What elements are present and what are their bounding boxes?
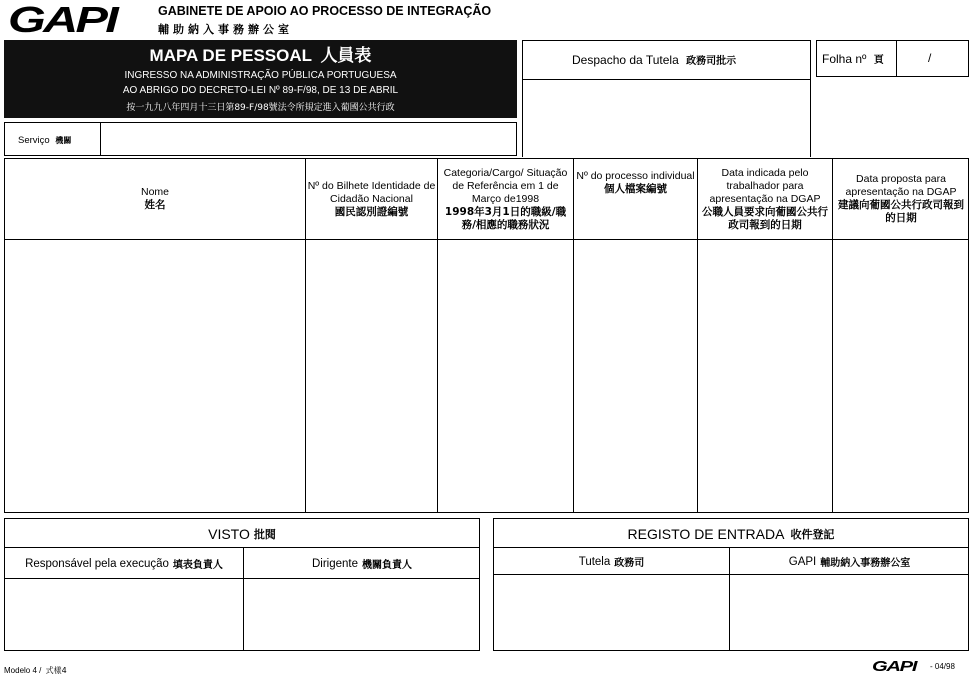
registo-tutela-header: Tutela 政務司 bbox=[578, 555, 645, 569]
folha-value[interactable]: / bbox=[928, 51, 932, 65]
column-header-categoria: Categoria/Cargo/ Situação de Referência em 1 de Março de1998 1998年3月1日的職級/職務/相應的職務狀況 bbox=[443, 166, 568, 231]
visto-responsavel-field[interactable] bbox=[6, 580, 242, 650]
table-body[interactable] bbox=[6, 241, 968, 512]
registo-tutela-field[interactable] bbox=[495, 576, 728, 650]
folha-label: Folha nº 頁 bbox=[822, 52, 884, 66]
visto-dirigente-field[interactable] bbox=[245, 580, 479, 650]
registo-title: REGISTO DE ENTRADA 收件登記 bbox=[627, 525, 835, 542]
gapi-logo: GAPI bbox=[8, 0, 117, 40]
despacho-field[interactable] bbox=[524, 81, 809, 157]
org-name: GABINETE DE APOIO AO PROCESSO DE INTEGRAÇÃO bbox=[158, 4, 492, 18]
column-header-data-indicada: Data indicada pelo trabalhador para apresentação na DGAP 公職人員要求向葡國公共行政司報到的日期 bbox=[702, 166, 828, 231]
org-name-zh: 輔助納入事務辦公室 bbox=[158, 23, 293, 36]
column-header-bilhete: Nº do Bilhete Identidade de Cidadão Nacional 國民認別證編號 bbox=[307, 179, 436, 218]
visto-title: VISTO 批閱 bbox=[208, 525, 276, 542]
title-line-2: AO ABRIGO DO DECRETO-LEI Nº 89-F/98, DE 13 DE ABRIL bbox=[122, 84, 399, 96]
form-title: MAPA DE PESSOAL bbox=[149, 45, 312, 65]
visto-responsavel-header: Responsável pela execução 填表負責人 bbox=[25, 557, 223, 571]
registo-gapi-field[interactable] bbox=[731, 576, 968, 650]
form-title-zh: 人員表 bbox=[320, 45, 372, 66]
servico-field[interactable] bbox=[104, 126, 514, 152]
column-header-nome: Nome 姓名 bbox=[140, 186, 169, 211]
column-header-processo: Nº do processo individual 個人檔案編號 bbox=[576, 170, 695, 195]
visto-dirigente-header: Dirigente 機關負責人 bbox=[311, 557, 413, 571]
title-box bbox=[4, 40, 517, 118]
footer-gapi-logo: GAPI bbox=[872, 658, 917, 675]
footer-version: - 04/98 bbox=[930, 662, 955, 671]
registo-gapi-header: GAPI 輔助納入事務辦公室 bbox=[788, 555, 911, 569]
column-header-data-proposta: Data proposta para apresentação na DGAP 建議向葡國公共行政司報到的日期 bbox=[838, 173, 964, 224]
servico-label: Serviço 機關 bbox=[18, 135, 72, 146]
title-line-1: INGRESSO NA ADMINISTRAÇÃO PÚBLICA PORTUGUESA bbox=[124, 69, 397, 81]
despacho-label: Despacho da Tutela 政務司批示 bbox=[572, 53, 737, 67]
footer-model: Modelo 4 / 式樣4 bbox=[4, 666, 67, 675]
title-line-3: 按一九九八年四月十三日第89-F/98號法令所規定進入葡國公共行政 bbox=[126, 102, 395, 113]
